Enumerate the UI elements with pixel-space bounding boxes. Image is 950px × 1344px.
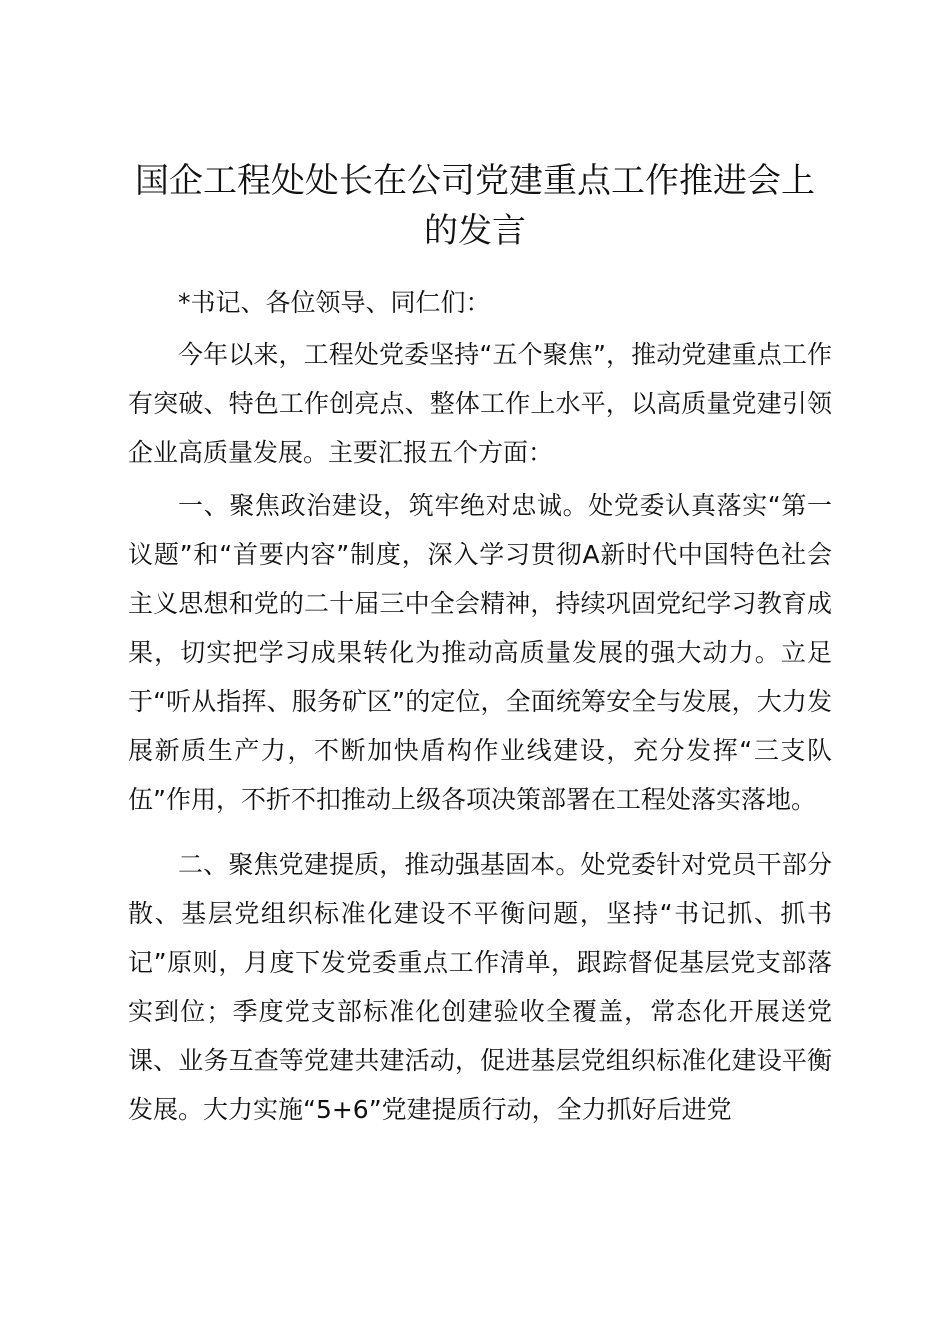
greeting-line: *书记、各位领导、同仁们： bbox=[178, 288, 491, 317]
paragraph-intro: 今年以来，工程处党委坚持“五个聚焦”，推动党建重点工作有突破、特色工作创亮点、整体工作上水平，以高质量党建引领企业高质量发展。主要汇报五个方面： bbox=[128, 340, 832, 467]
document-title: 国企工程处处长在公司党建重点工作推进会上的发言 bbox=[135, 161, 815, 251]
paragraph-party-building-quality: 二、聚焦党建提质，推动强基固本。处党委针对党员干部分散、基层党组织标准化建设不平衡问题，坚持“书记抓、抓书记”原则，月度下发党委重点工作清单，跟踪督促基层党支部落实到位；季度党支部标准化创建验收全覆盖，常态化开展送党课、业务互查等党建共建活动，促进基层党组织标准化建设平衡发展。大力实施“5+6”党建提质行动，全力抓好后进党 bbox=[128, 850, 832, 1124]
document-body bbox=[128, 278, 832, 1134]
paragraph-political-building: 一、聚焦政治建设，筑牢绝对忠诚。处党委认真落实“第一议题”和“首要内容”制度，深入学习贯彻A新时代中国特色社会主义思想和党的二十届三中全会精神，持续巩固党纪学习教育成果，切实把学习成果转化为推动高质量发展的强大动力。立足于“听从指挥、服务矿区”的定位，全面统筹安全与发展，大力发展新质生产力，不断加快盾构作业线建设，充分发挥“三支队伍”作用，不折不扣推动上级各项决策部署在工程处落实落地。 bbox=[128, 491, 832, 814]
